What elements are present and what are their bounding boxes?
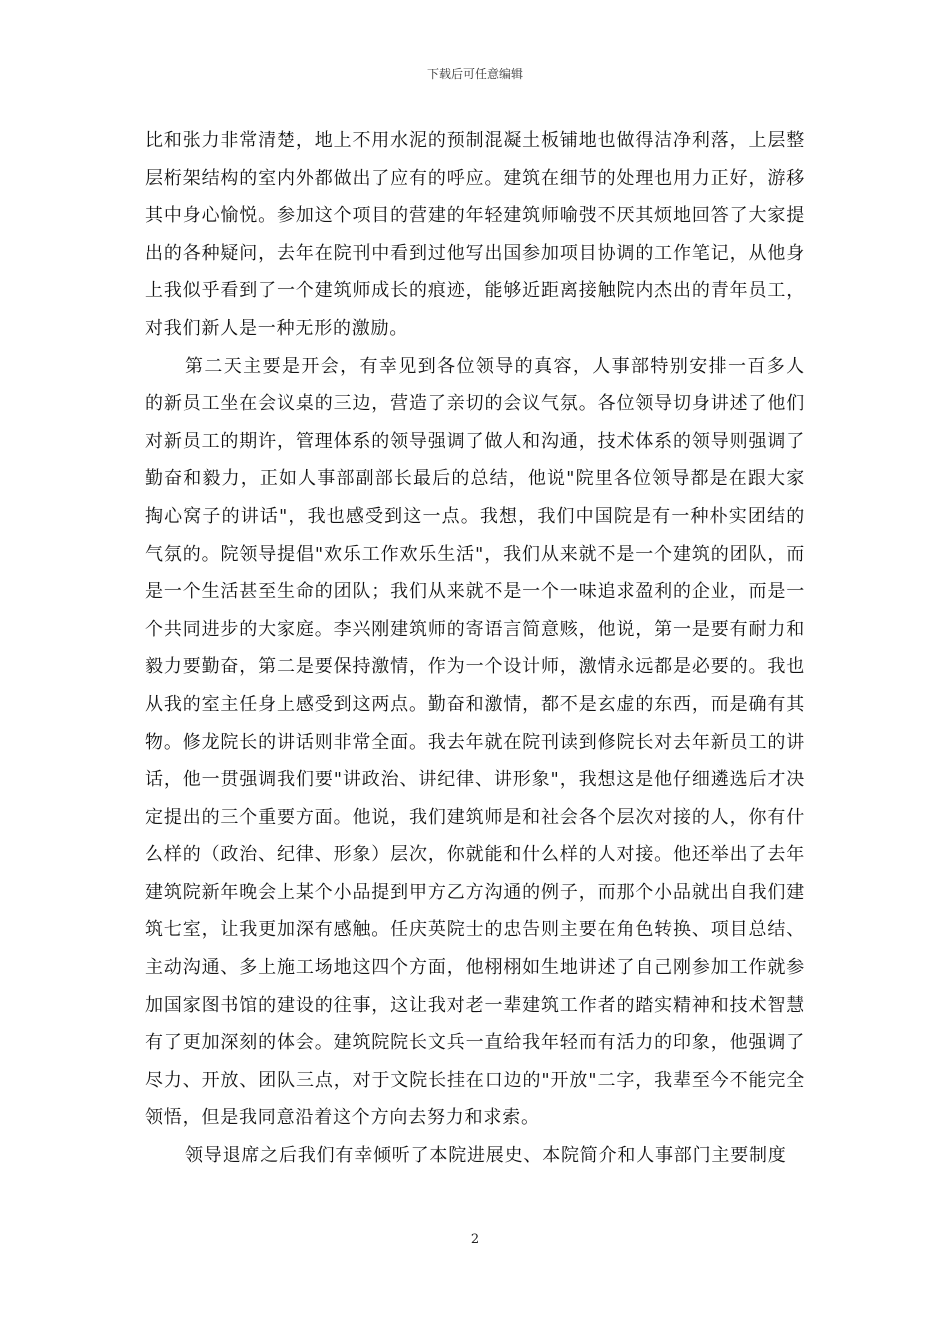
page-header: 下载后可任意编辑 (426, 67, 523, 81)
document-body (145, 122, 805, 1175)
paragraph-after-leaders: 领导退席之后我们有幸倾听了本院进展史、本院简介和人事部门主要制度 (185, 1145, 787, 1167)
paragraph-continued: 比和张力非常清楚，地上不用水泥的预制混凝土板铺地也做得洁净利落，上层整层桁架结构的室内外都做出了应有的呼应。建筑在细节的处理也用力正好，游移其中身心愉悦。参加这个项目的营建的年轻建筑师喻弢不厌其烦地回答了大家提出的各种疑问，去年在院刊中看到过他写出国参加项目协调的工作笔记，从他身上我似乎看到了一个建筑师成长的痕迹，能够近距离接触院内杰出的青年员工，对我们新人是一种无形的激励。 (145, 130, 805, 339)
page-number: 2 (470, 1232, 480, 1247)
paragraph-second-day: 第二天主要是开会，有幸见到各位领导的真容，人事部特别安排一百多人的新员工坐在会议桌的三边，营造了亲切的会议气氛。各位领导切身讲述了他们对新员工的期许，管理体系的领导强调了做人和沟通，技术体系的领导则强调了勤奋和毅力，正如人事部副部长最后的总结，他说"院里各位领导都是在跟大家掏心窝子的讲话"，我也感受到这一点。我想，我们中国院是有一种朴实团结的气氛的。院领导提倡"欢乐工作欢乐生活"，我们从来就不是一个建筑的团队，而是一个生活甚至生命的团队；我们从来就不是一个一味追求盈利的企业，而是一个共同进步的大家庭。李兴刚建筑师的寄语言简意赅，他说，第一是要有耐力和毅力要勤奋，第二是要保持激情，作为一个设计师，激情永远都是必要的。我也从我的室主任身上感受到这两点。勤奋和激情，都不是玄虚的东西，而是确有其物。修龙院长的讲话则非常全面。我去年就在院刊读到修院长对去年新员工的讲话，他一贯强调我们要"讲政治、讲纪律、讲形象"，我想这是他仔细遴选后才决定提出的三个重要方面。他说，我们建筑师是和社会各个层次对接的人，你有什么样的（政治、纪律、形象）层次，你就能和什么样的人对接。他还举出了去年建筑院新年晚会上某个小品提到甲方乙方沟通的例子，而那个小品就出自我们建筑七室，让我更加深有感触。任庆英院士的忠告则主要在角色转换、项目总结、主动沟通、多上施工场地这四个方面，他栩栩如生地讲述了自己刚参加工作就参加国家图书馆的建设的往事，这让我对老一辈建筑工作者的踏实精神和技术智慧有了更加深刻的体会。建筑院院长文兵一直给我年轻而有活力的印象，他强调了尽力、开放、团队三点，对于文院长挂在口边的"开放"二字，我辈至今不能完全领悟，但是我同意沿着这个方向去努力和求索。 (145, 355, 805, 1129)
